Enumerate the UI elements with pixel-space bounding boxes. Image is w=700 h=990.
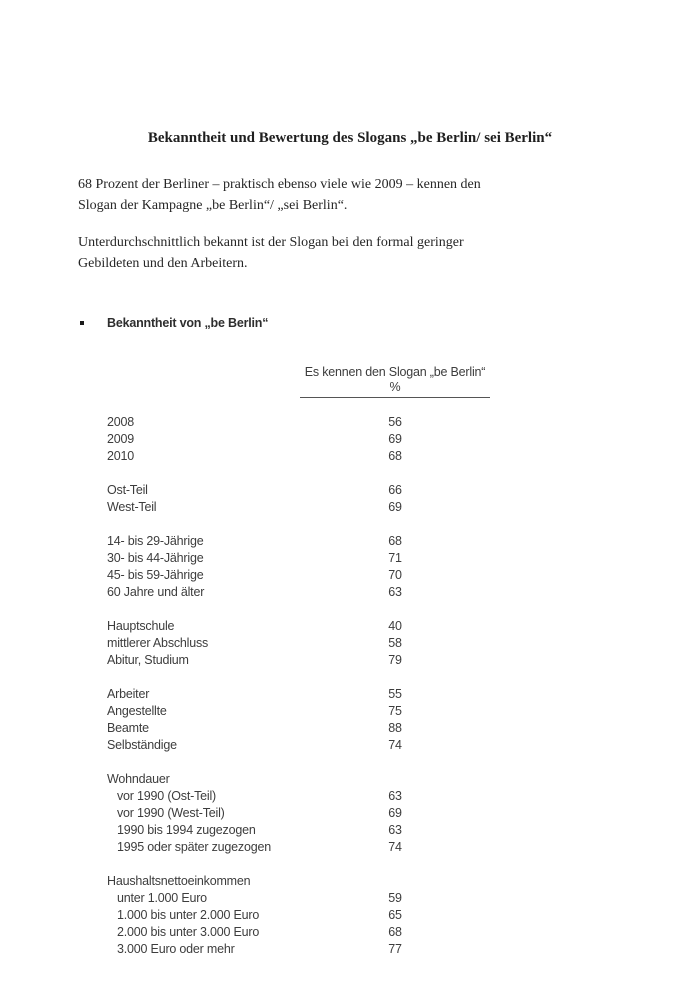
section-heading-label: Bekanntheit von „be Berlin“: [107, 316, 269, 330]
table-row: [107, 686, 622, 703]
row-label: unter 1.000 Euro: [117, 891, 207, 905]
row-label: [107, 754, 300, 771]
row-value: 68: [388, 534, 402, 548]
row-value: 70: [388, 568, 402, 582]
row-label: Hauptschule: [107, 619, 175, 633]
row-value: 63: [388, 585, 402, 599]
row-value: 88: [388, 721, 402, 735]
row-value: [300, 465, 490, 482]
row-label: Ost-Teil: [107, 483, 148, 497]
row-value: 40: [388, 619, 402, 633]
table-row: [107, 618, 622, 635]
table-row: [107, 890, 622, 907]
row-value: 71: [388, 551, 402, 565]
row-value: 75: [388, 704, 402, 718]
table-row: [107, 907, 622, 924]
row-label: mittlerer Abschluss: [107, 636, 209, 650]
table-row: [107, 805, 622, 822]
paragraph-1: [78, 174, 622, 216]
section-heading: [80, 316, 622, 331]
row-value: 68: [388, 925, 402, 939]
table-row: [107, 669, 622, 686]
table-row: [107, 499, 622, 516]
table-row: [107, 533, 622, 550]
row-label: 1.000 bis unter 2.000 Euro: [117, 908, 260, 922]
row-label: Wohndauer: [107, 772, 170, 786]
row-label: 14- bis 29-Jährige: [107, 534, 204, 548]
row-value: 65: [388, 908, 402, 922]
table-row: [107, 924, 622, 941]
table-row: [107, 754, 622, 771]
row-value: [300, 516, 490, 533]
statistics-table: [107, 364, 622, 958]
row-label: West-Teil: [107, 500, 157, 514]
row-label: [107, 601, 300, 618]
row-label: 2.000 bis unter 3.000 Euro: [117, 925, 260, 939]
table-row: [107, 448, 622, 465]
table-row: [107, 720, 622, 737]
paragraph-1-line-2: Slogan der Kampagne „be Berlin“/ „sei Berlin“.: [78, 198, 348, 213]
table-row: [107, 482, 622, 499]
table-row: [107, 771, 622, 788]
row-label: [107, 465, 300, 482]
row-label: Arbeiter: [107, 687, 150, 701]
row-label: 30- bis 44-Jährige: [107, 551, 204, 565]
row-label: 2009: [107, 432, 135, 446]
row-label: vor 1990 (Ost-Teil): [117, 789, 217, 803]
table-row: [107, 856, 622, 873]
row-value: 79: [388, 653, 402, 667]
column-header-unit: %: [389, 380, 401, 394]
row-value: 66: [388, 483, 402, 497]
row-label: [107, 856, 300, 873]
paragraph-2-line-2: Gebildeten und den Arbeitern.: [78, 256, 248, 271]
table-column-header: [300, 364, 490, 398]
row-label: 2008: [107, 415, 135, 429]
row-value: 77: [388, 942, 402, 956]
table-row: [107, 822, 622, 839]
row-label: [107, 669, 300, 686]
table-row: [107, 788, 622, 805]
row-value: 59: [388, 891, 402, 905]
table-row: [107, 414, 622, 431]
row-label: vor 1990 (West-Teil): [117, 806, 225, 820]
paragraph-2-line-1: Unterdurchschnittlich bekannt ist der Slogan bei den formal geringer: [78, 235, 464, 250]
row-value: 68: [388, 449, 402, 463]
row-value: [300, 754, 490, 771]
row-value: 69: [388, 500, 402, 514]
row-label: 1995 oder später zugezogen: [117, 840, 271, 854]
table-row: [107, 737, 622, 754]
bullet-square-icon: [80, 321, 84, 325]
paragraph-2: [78, 232, 622, 274]
table-row: [107, 601, 622, 618]
column-header-label: Es kennen den Slogan „be Berlin“: [304, 365, 486, 379]
row-label: Selbständige: [107, 738, 177, 752]
table-row: [107, 635, 622, 652]
row-label: 1990 bis 1994 zugezogen: [117, 823, 256, 837]
row-value: 55: [388, 687, 402, 701]
row-value: [300, 601, 490, 618]
row-value: 74: [388, 738, 402, 752]
table-row: [107, 652, 622, 669]
row-label: 45- bis 59-Jährige: [107, 568, 204, 582]
row-value: [300, 873, 490, 890]
table-rows: [107, 414, 622, 958]
row-label: Haushaltsnettoeinkommen: [107, 874, 251, 888]
row-value: 56: [388, 415, 402, 429]
table-row: [107, 873, 622, 890]
row-value: 58: [388, 636, 402, 650]
row-value: 69: [388, 806, 402, 820]
table-row: [107, 584, 622, 601]
row-value: 63: [388, 823, 402, 837]
row-value: [300, 669, 490, 686]
row-label: Angestellte: [107, 704, 167, 718]
table-row: [107, 941, 622, 958]
table-row: [107, 431, 622, 448]
paragraph-1-line-1: 68 Prozent der Berliner – praktisch ebenso viele wie 2009 – kennen den: [78, 177, 481, 192]
table-row: [107, 839, 622, 856]
row-value: 63: [388, 789, 402, 803]
table-row: [107, 550, 622, 567]
row-label: 3.000 Euro oder mehr: [117, 942, 235, 956]
row-label: Abitur, Studium: [107, 653, 189, 667]
row-label: Beamte: [107, 721, 149, 735]
table-row: [107, 703, 622, 720]
row-label: [107, 516, 300, 533]
row-label: 60 Jahre und älter: [107, 585, 205, 599]
row-value: 69: [388, 432, 402, 446]
row-value: [300, 771, 490, 788]
table-row: [107, 516, 622, 533]
table-row: [107, 465, 622, 482]
document-title: Bekanntheit und Bewertung des Slogans „be Berlin/ sei Berlin“: [147, 130, 553, 146]
table-row: [107, 567, 622, 584]
row-value: 74: [388, 840, 402, 854]
row-value: [300, 856, 490, 873]
row-label: 2010: [107, 449, 135, 463]
